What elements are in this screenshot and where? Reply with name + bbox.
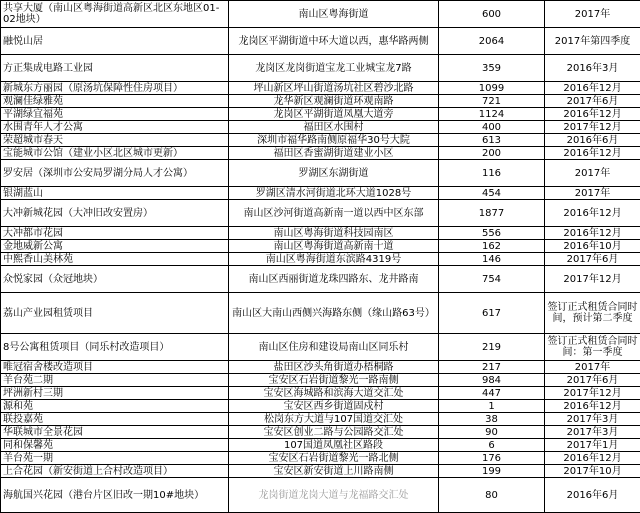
address-cell: 南山区西丽街道龙珠四路东、龙井路南 [229,266,439,293]
address-cell: 龙岗街道龙岗大道与龙福路交汇处 [229,478,439,513]
project-name-cell: 源和苑 [1,400,229,413]
address-cell: 宝安区西乡街道固戍村 [229,400,439,413]
completion-date-cell: 2017年12月 [545,266,640,293]
units-cell: 617 [439,293,545,334]
table-row [1,82,640,95]
completion-date-cell: 2016年12月 [545,400,640,413]
units-cell: 984 [439,374,545,387]
address-cell: 南山区沙河街道高新南一道以西中区东部 [229,200,439,227]
project-name-cell: 方正集成电路工业园 [1,55,229,82]
units-cell: 600 [439,1,545,28]
table-row [1,334,640,361]
address-cell: 龙岗区平湖街道凤凰大道旁 [229,108,439,121]
completion-date-cell: 2016年12月 [545,147,640,160]
project-name-cell: 羊台苑二期 [1,374,229,387]
address-cell: 福田区香蜜湖街道建业小区 [229,147,439,160]
completion-date-cell: 2017年6月 [545,374,640,387]
completion-date-cell: 2017年 [545,1,640,28]
units-cell: 359 [439,55,545,82]
table-row [1,266,640,293]
table-row [1,240,640,253]
completion-date-cell: 2017年12月 [545,121,640,134]
project-name-cell: 海航国兴花园（港台片区旧改一期10#地块） [1,478,229,513]
units-cell: 162 [439,240,545,253]
units-cell: 400 [439,121,545,134]
address-cell: 宝安区新安街道上川路南侧 [229,465,439,478]
project-name-cell: 罗安居（深圳市公安局罗湖分局人才公寓） [1,160,229,187]
address-cell: 南山区粤海街道 [229,1,439,28]
completion-date-cell: 2017年1月 [545,439,640,452]
completion-date-cell: 2017年 [545,160,640,187]
table-row [1,227,640,240]
project-name-cell: 平湖绿宜福苑 [1,108,229,121]
completion-date-cell: 2017年 [545,361,640,374]
table-row [1,1,640,28]
completion-date-cell: 2017年10月 [545,465,640,478]
table-row [1,439,640,452]
address-cell: 松岗东方大道与107国道交汇处 [229,413,439,426]
address-cell: 宝安区创业二路与公园路交汇处 [229,426,439,439]
completion-date-cell: 2016年10月 [545,240,640,253]
project-name-cell: 8号公寓租赁项目（同乐村改造项目） [1,334,229,361]
table-row [1,361,640,374]
table-row [1,187,640,200]
units-cell: 217 [439,361,545,374]
table-row [1,28,640,55]
table-row [1,426,640,439]
project-name-cell: 宝能城市公馆（建业小区北区城市更新） [1,147,229,160]
units-cell: 90 [439,426,545,439]
table-row [1,293,640,334]
address-cell: 宝安区石岩街道黎光一路南侧 [229,374,439,387]
completion-date-cell: 2017年6月 [545,95,640,108]
address-cell: 南山区住房和建设局南山区同乐村 [229,334,439,361]
project-name-cell: 水围青年人才公寓 [1,121,229,134]
table-row [1,452,640,465]
units-cell: 6 [439,439,545,452]
completion-date-cell: 2017年3月 [545,426,640,439]
project-name-cell: 上合花园（新安街道上合村改造项目） [1,465,229,478]
table-row [1,55,640,82]
table-row [1,374,640,387]
project-name-cell: 华联城市全景花园 [1,426,229,439]
project-name-cell: 融悦山居 [1,28,229,55]
completion-date-cell: 2017年12月 [545,387,640,400]
address-cell: 深圳市福华路南侧原福华30号大院 [229,134,439,147]
table-row [1,465,640,478]
table-row [1,400,640,413]
project-name-cell: 大冲新城花园（大冲旧改安置房） [1,200,229,227]
completion-date-cell: 2016年12月 [545,452,640,465]
table-row [1,95,640,108]
table-row [1,387,640,400]
project-name-cell: 银湖蓝山 [1,187,229,200]
project-name-cell: 金地威新公寓 [1,240,229,253]
units-cell: 199 [439,465,545,478]
address-cell: 南山区粤海街道东滨路4319号 [229,253,439,266]
address-cell: 罗湖区东湖街道 [229,160,439,187]
units-cell: 146 [439,253,545,266]
table-row [1,413,640,426]
completion-date-cell: 签订正式租赁合同时间，预计第二季度 [545,293,640,334]
table-row [1,108,640,121]
units-cell: 176 [439,452,545,465]
table-body [1,1,640,513]
project-name-cell: 唯冠宿舍楼改造项目 [1,361,229,374]
table-row [1,160,640,187]
units-cell: 721 [439,95,545,108]
project-name-cell: 共享大厦（南山区粤海街道高新区北区东地区01-02地块） [1,1,229,28]
units-cell: 613 [439,134,545,147]
project-name-cell: 坪洲新村三期 [1,387,229,400]
address-cell: 南山区粤海街道科技园南区 [229,227,439,240]
address-cell: 107国道凤凰社区路段 [229,439,439,452]
table-row [1,200,640,227]
project-name-cell: 荔山产业园租赁项目 [1,293,229,334]
completion-date-cell: 2016年3月 [545,55,640,82]
address-cell: 龙岗区平湖街道中环大道以西，惠华路两侧 [229,28,439,55]
completion-date-cell: 2016年12月 [545,227,640,240]
address-cell: 福田区水围村 [229,121,439,134]
units-cell: 219 [439,334,545,361]
address-cell: 南山区粤海街道高新南十道 [229,240,439,253]
project-name-cell: 同和保馨苑 [1,439,229,452]
project-name-cell: 荣超城市春天 [1,134,229,147]
project-name-cell: 羊台苑一期 [1,452,229,465]
completion-date-cell: 2016年12月 [545,82,640,95]
table-row [1,147,640,160]
units-cell: 200 [439,147,545,160]
completion-date-cell: 2017年3月 [545,413,640,426]
units-cell: 1124 [439,108,545,121]
units-cell: 1877 [439,200,545,227]
completion-date-cell: 2017年 [545,187,640,200]
project-name-cell: 中熙香山美林苑 [1,253,229,266]
units-cell: 454 [439,187,545,200]
units-cell: 754 [439,266,545,293]
address-cell: 宝安区海城路和滨海大道交汇处 [229,387,439,400]
project-name-cell: 众悦家园（众冠地块） [1,266,229,293]
address-cell: 龙华新区观澜街道环观南路 [229,95,439,108]
project-name-cell: 联投嘉苑 [1,413,229,426]
address-cell: 南山区大南山西侧兴海路东侧（缘山路63号） [229,293,439,334]
address-cell: 龙岗区龙岗街道宝龙工业城宝龙7路 [229,55,439,82]
project-name-cell: 观澜佳绿雅苑 [1,95,229,108]
completion-date-cell: 2016年6月 [545,134,640,147]
project-name-cell: 新城东方丽园（原汤坑保障性住房项目） [1,82,229,95]
units-cell: 38 [439,413,545,426]
completion-date-cell: 2016年12月 [545,200,640,227]
units-cell: 447 [439,387,545,400]
address-cell: 罗湖区清水河街道北环大道1028号 [229,187,439,200]
completion-date-cell: 2017年第四季度 [545,28,640,55]
table-row [1,478,640,513]
units-cell: 116 [439,160,545,187]
address-cell: 坪山新区坪山街道汤坑社区碧沙北路 [229,82,439,95]
units-cell: 2064 [439,28,545,55]
project-name-cell: 大冲都市花园 [1,227,229,240]
completion-date-cell: 2016年6月 [545,478,640,513]
address-cell: 盐田区沙头角街道办梧桐路 [229,361,439,374]
completion-date-cell: 签订正式租赁合同时间：第一季度 [545,334,640,361]
units-cell: 1099 [439,82,545,95]
completion-date-cell: 2017年6月 [545,253,640,266]
units-cell: 556 [439,227,545,240]
table-row [1,253,640,266]
completion-date-cell: 2016年12月 [545,108,640,121]
table-row [1,134,640,147]
table-row [1,121,640,134]
units-cell: 1 [439,400,545,413]
units-cell: 80 [439,478,545,513]
address-cell: 宝安区石岩街道黎光一路北侧 [229,452,439,465]
